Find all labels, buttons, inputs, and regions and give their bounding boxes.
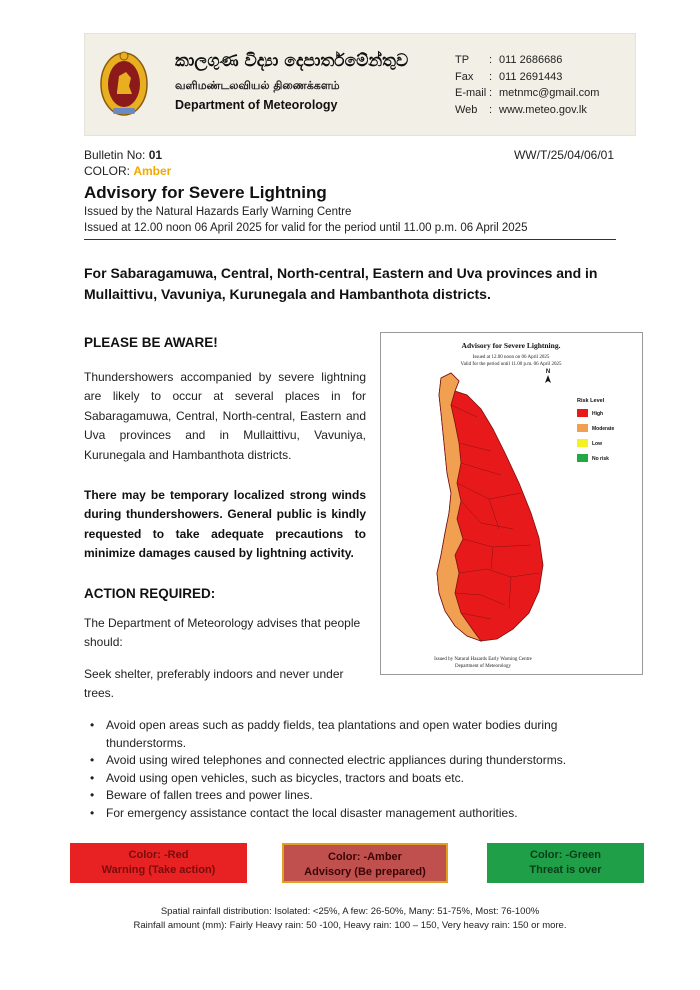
affected-areas: For Sabaragamuwa, Central, North-central, Eastern and Uva provinces and in Mullaittivu, Vavuniya, Kurunegala and Hambanthota districts. — [84, 265, 598, 302]
reference-code: WW/T/25/04/06/01 — [513, 148, 614, 162]
letterhead — [84, 33, 636, 136]
color-box-meaning: Advisory (Be prepared) — [304, 866, 426, 878]
contact-row: Web : www.meteo.gov.lk — [455, 102, 599, 119]
color-box-title: Color: -Red — [128, 849, 189, 861]
color-box-amber — [282, 843, 448, 883]
aware-paragraph: Thundershowers accompanied by severe lightning are likely to occur at several places in for Sabaragamuwa, Central, North-central, Eastern and Uva provinces and in Mullaittivu, Vavuniya, Kurunegala and Hambanthota districts. — [84, 370, 366, 462]
legend-swatch-no-risk — [577, 454, 588, 462]
action-list — [90, 717, 620, 822]
issued-at: Issued at 12.00 noon 06 April 2025 for valid for the period until 11.00 p.m. 06 April 2025 — [84, 222, 528, 234]
north-label: N — [545, 369, 551, 375]
contact-value: 011 2691443 — [499, 70, 563, 83]
contact-website[interactable]: www.meteo.gov.lk — [499, 103, 587, 116]
action-intro: The Department of Meteorology advises that people should: — [84, 616, 361, 649]
contact-row: E-mail : metnmc@gmail.com — [455, 85, 599, 102]
color-value: Amber — [133, 164, 172, 178]
bulletin-label: Bulletin No: — [84, 148, 149, 162]
footer-distribution: Spatial rainfall distribution: Isolated: <25%, A few: 26-50%, Many: 51-75%, Most: 76-100% — [160, 906, 540, 917]
color-box-red — [70, 843, 247, 883]
divider — [84, 239, 616, 240]
bulletin-number — [84, 148, 162, 162]
list-item: • Avoid open areas such as paddy fields, tea plantations and open water bodies during thunderstorms. — [90, 717, 620, 752]
legend-label: Low — [592, 441, 602, 447]
north-arrow-icon — [545, 369, 551, 383]
color-box-green — [487, 843, 644, 883]
color-box-title: Color: -Green — [530, 849, 601, 861]
legend-label: High — [592, 411, 604, 417]
list-item: • Avoid using open vehicles, such as bicycles, tractors and boats etc. — [90, 770, 620, 788]
color-level — [84, 164, 171, 178]
contact-label: E-mail — [455, 87, 487, 99]
map-legend — [577, 398, 614, 462]
sri-lanka-map — [437, 373, 543, 641]
legend-swatch-low — [577, 439, 588, 447]
contact-block — [455, 52, 599, 118]
bulletin-number-value: 01 — [148, 148, 163, 162]
map-footer-department: Department of Meteorology — [454, 664, 512, 669]
color-label: COLOR: — [84, 164, 134, 178]
seek-shelter-text: Seek shelter, preferably indoors and never under trees. — [84, 667, 344, 700]
color-box-meaning: Warning (Take action) — [101, 864, 216, 876]
risk-map — [380, 332, 643, 675]
legend-swatch-moderate — [577, 424, 588, 432]
contact-row: Fax : 011 2691443 — [455, 69, 599, 86]
legend-label: No risk — [592, 456, 609, 462]
footer-rainfall: Rainfall amount (mm): Fairly Heavy rain: 50 -100, Heavy rain: 100 – 150, Very heavy rain: 150 or more. — [133, 920, 567, 931]
action-heading: ACTION REQUIRED: — [84, 586, 216, 601]
list-item: • Beware of fallen trees and power lines. — [90, 787, 620, 805]
risk-map-graphic — [381, 333, 642, 674]
color-box-title: Color: -Amber — [328, 851, 402, 863]
list-item: • For emergency assistance contact the local disaster management authorities. — [90, 805, 620, 823]
contact-label: TP — [455, 54, 470, 66]
sri-lanka-emblem-icon — [99, 46, 149, 118]
advisory-title: Advisory for Severe Lightning — [84, 183, 327, 202]
wind-warning-paragraph: There may be temporary localized strong winds during thundershowers. General public is kindly requested to take adequate precautions to minimize damages caused by lightning activity. — [84, 488, 366, 561]
color-box-meaning: Threat is over — [529, 864, 602, 876]
contact-email[interactable]: metnmc@gmail.com — [499, 87, 600, 99]
map-title: Advisory for Severe Lightning. — [461, 341, 561, 350]
aware-heading: PLEASE BE AWARE! — [84, 335, 218, 350]
legend-label: Moderate — [592, 426, 615, 432]
legend-title: Risk Level — [577, 398, 605, 404]
org-name-sinhala: කාලගුණ විද්‍යා දෙපාර්තමේන්තුව — [175, 51, 409, 71]
contact-label: Web — [455, 103, 478, 116]
list-item: • Avoid using wired telephones and connected electric appliances during thunderstorms. — [90, 752, 620, 770]
issued-by: Issued by the Natural Hazards Early Warning Centre — [84, 206, 352, 218]
org-name-english: Department of Meteorology — [175, 98, 338, 112]
map-subtitle-valid: Valid for the period until 11.00 p.m. 06 April 2025 — [460, 362, 562, 367]
map-subtitle-issued: Issued at 12.00 noon on 06 April 2025 — [472, 355, 550, 360]
map-footer-issuer: Issued by Natural Hazards Early Warning Centre — [434, 657, 532, 662]
org-name-tamil: வளிமண்டலவியல் திணைக்களம் — [175, 79, 340, 92]
contact-row: TP : 011 2686686 — [455, 52, 599, 69]
contact-value: 011 2686686 — [499, 54, 563, 66]
legend-swatch-high — [577, 409, 588, 417]
contact-label: Fax — [455, 70, 474, 83]
